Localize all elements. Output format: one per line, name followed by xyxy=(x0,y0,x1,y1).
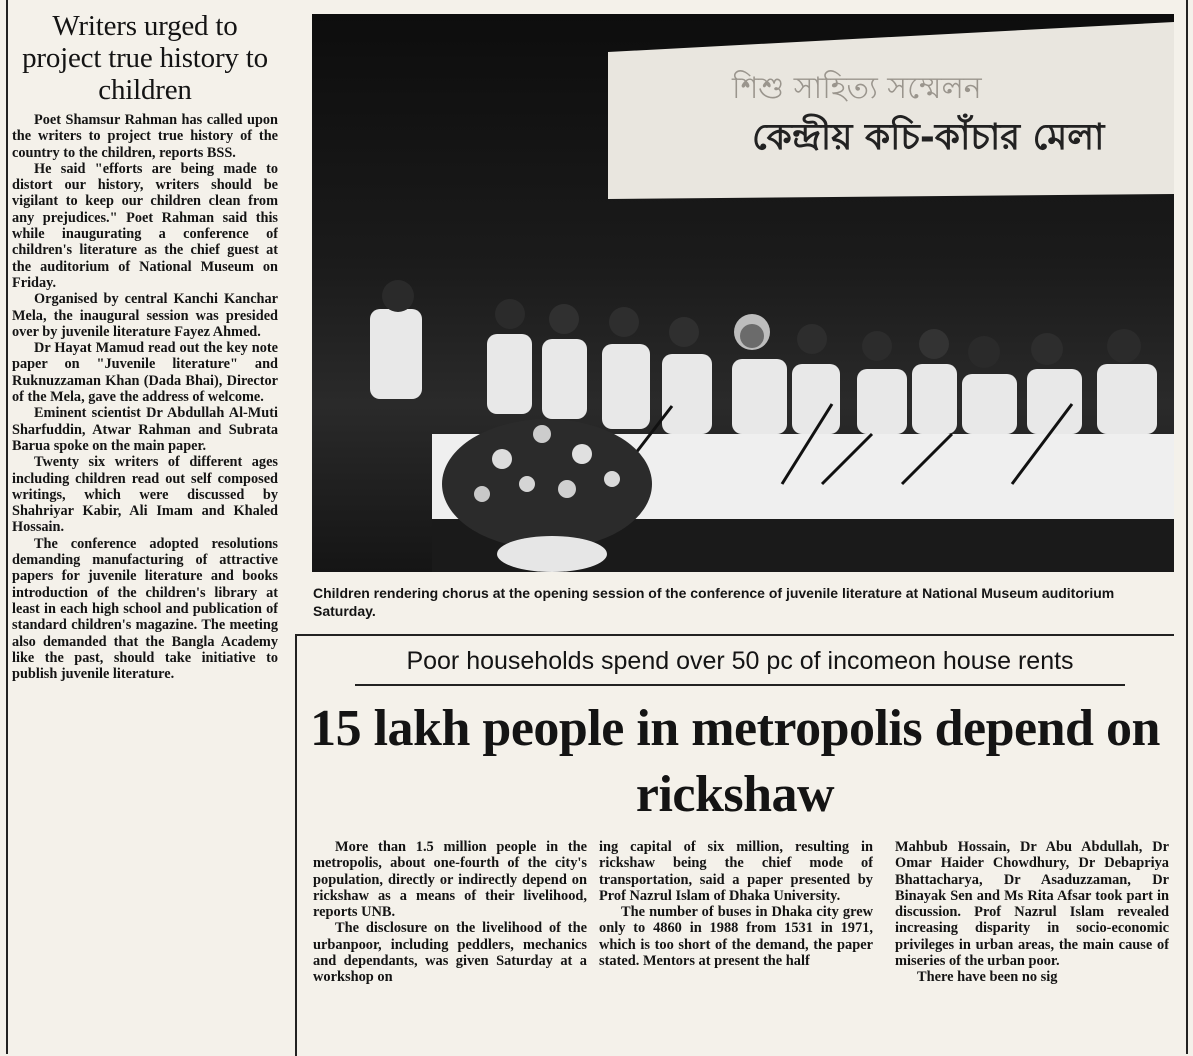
left-column-rule xyxy=(6,0,8,1054)
article-kicker: Poor households spend over 50 pc of incomeon house rents xyxy=(406,647,1074,675)
article-column-3 xyxy=(895,839,1169,1056)
article-paragraph: He said "efforts are being made to distort our history, writers should be vigilant to keep our children clean from any prejudices." Poet Rahman said this while inaugurating a conference of children's literature as the chief guest at the auditorium of National Museum on Friday. xyxy=(12,160,278,291)
article-column-2 xyxy=(599,839,873,1056)
article-paragraph: Poet Shamsur Rahman has called upon the writers to project true history of the country to the children, reports BSS. xyxy=(12,112,278,161)
article-paragraph: Mahbub Hossain, Dr Abu Abdullah, Dr Omar Haider Chowdhury, Dr Debapriya Bhattacharya, Dr Asaduzzaman, Dr Binayak Sen and Ms Rita Afsar took part in discussion. Prof Nazrul Islam revealed increasing disparity in socio-economic privileges in urban areas, the main cause of miseries of the urban poor. xyxy=(895,839,1169,970)
photo-figures xyxy=(370,280,1157,434)
article-column-1 xyxy=(313,839,587,1056)
article-paragraph: Twenty six writers of different ages including children read out self composed writings, which were discussed by Shahriyar Kabir, Ali Imam and Khaled Hossain. xyxy=(12,454,278,536)
article-paragraph: The number of buses in Dhaka city grew only to 4860 in 1988 from 1531 in 1971, which is too short of the demand, the paper stated. Mentors at present the half xyxy=(599,904,873,970)
article-paragraph: The disclosure on the livelihood of the urbanpoor, including peddlers, mechanics and dependants, was given Saturday at a workshop on xyxy=(313,920,587,986)
main-article xyxy=(295,634,1174,1056)
article-paragraph: Organised by central Kanchi Kanchar Mela, the inaugural session was presided over by juvenile literature Fayez Ahmed. xyxy=(12,291,278,340)
photo-banner-faded-text: শিশু সাহিত্য সম্মেলন xyxy=(732,71,982,106)
news-photo xyxy=(312,14,1174,572)
left-article-headline: Writers urged to project true history to children xyxy=(22,10,268,106)
photo-banner xyxy=(608,22,1174,199)
kicker-rule xyxy=(355,684,1125,686)
article-paragraph: More than 1.5 million people in the metropolis, about one-fourth of the city's population, directly or indirectly depend on rickshaw as a means of their livelihood, reports UNB. xyxy=(313,839,587,921)
article-paragraph: The conference adopted resolutions demanding manufacturing of attractive papers for juvenile literature and books introduction of the children's library at least in each high school and publication of standard children's magazine. The meeting also demanded that the Bangla Academy like the past, should take initiative to publish juvenile literature. xyxy=(12,535,278,683)
photo-illustration xyxy=(312,14,1174,572)
article-paragraph: ing capital of six million, resulting in rickshaw being the chief mode of transportation, said a paper presented by Prof Nazrul Islam of Dhaka University. xyxy=(599,839,873,904)
article-paragraph: Dr Hayat Mamud read out the key note paper on "Juvenile literature" and Ruknuzzaman Khan (Dada Bhai), Director of the Mela, gave the address of welcome. xyxy=(12,340,278,406)
article-paragraph: There have been no sig xyxy=(917,969,1058,986)
main-headline: 15 lakh people in metropolis depend on rickshaw xyxy=(310,700,1160,823)
photo-caption: Children rendering chorus at the opening session of the conference of juvenile literature at National Museum auditorium Saturday. xyxy=(313,585,1115,619)
article-paragraph: Eminent scientist Dr Abdullah Al-Muti Sharfuddin, Atwar Rahman and Subrata Barua spoke on the main paper. xyxy=(12,405,278,454)
photo-banner-text: কেন্দ্রীয় কচি-কাঁচার মেলা xyxy=(752,117,1105,158)
right-column-rule xyxy=(1186,0,1188,1054)
left-article-body xyxy=(12,112,278,682)
left-article xyxy=(12,10,278,1054)
